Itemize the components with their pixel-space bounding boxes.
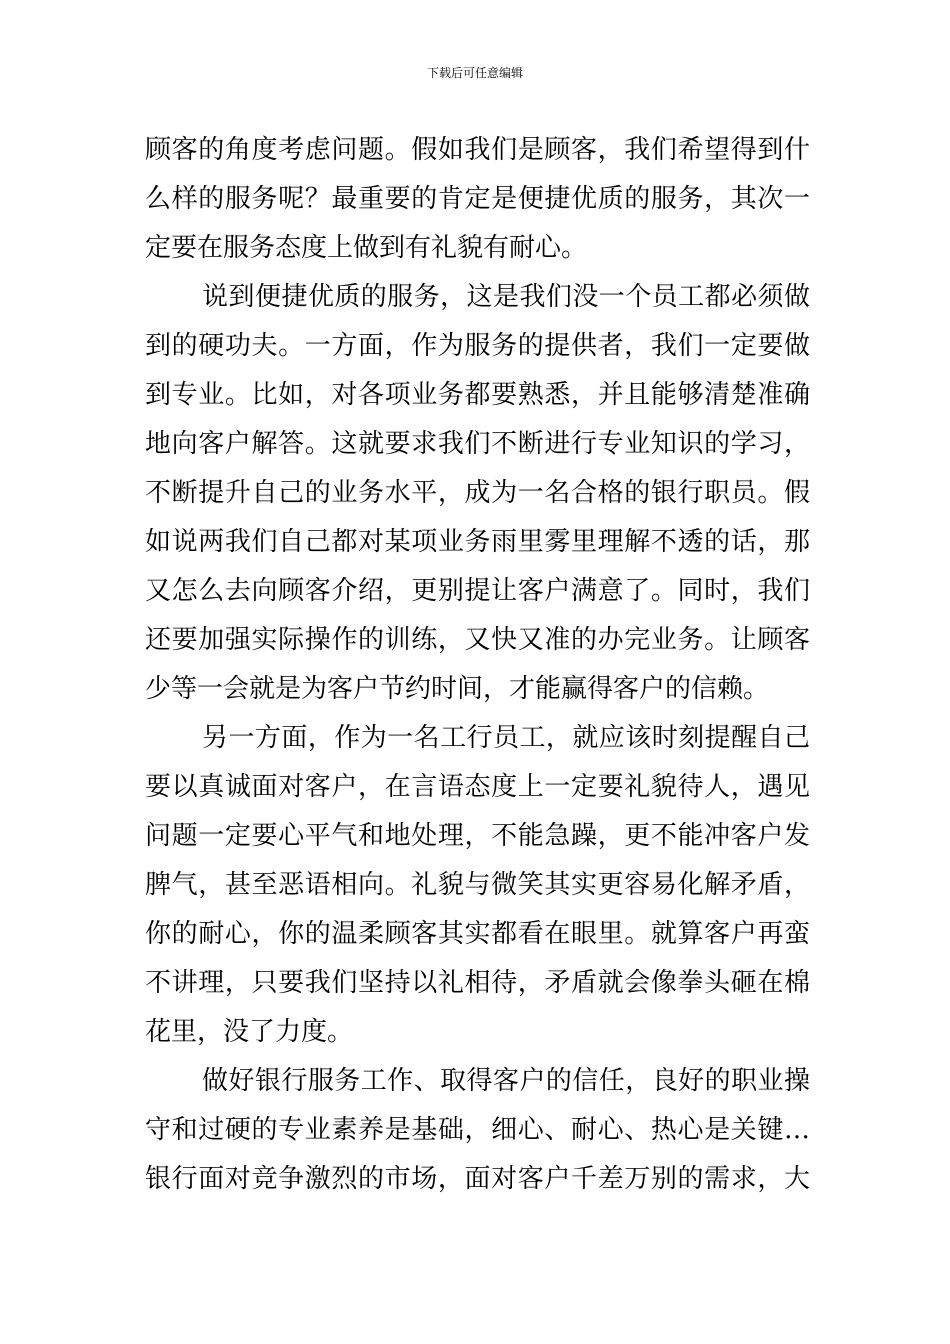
paragraph xyxy=(145,1057,810,1204)
text-line: 到的硬功夫。一方面，作为服务的提供者，我们一定要做 xyxy=(145,331,810,361)
text-line: 还要加强实际操作的训练，又快又准的办完业务。让顾客 xyxy=(145,625,810,655)
text-line: 定要在服务态度上做到有礼貌有耐心。 xyxy=(145,233,588,263)
paragraph xyxy=(145,273,810,714)
text-line: 地向客户解答。这就要求我们不断进行专业知识的学习， xyxy=(145,429,810,459)
text-line: 脾气，甚至恶语相向。礼貌与微笑其实更容易化解矛盾， xyxy=(145,870,810,900)
text-line: 不讲理，只要我们坚持以礼相待，矛盾就会像拳头砸在棉 xyxy=(145,968,810,998)
paragraph xyxy=(145,126,810,273)
text-line: 问题一定要心平气和地处理，不能急躁，更不能冲客户发 xyxy=(145,821,810,851)
text-line: 少等一会就是为客户节约时间，才能赢得客户的信赖。 xyxy=(145,674,770,704)
text-line: 又怎么去向顾客介绍，更别提让客户满意了。同时，我们 xyxy=(145,576,810,606)
text-line: 说到便捷优质的服务，这是我们没一个员工都必须做 xyxy=(202,282,810,312)
text-line: 另一方面，作为一名工行员工，就应该时刻提醒自己 xyxy=(202,723,810,753)
text-line: 做好银行服务工作、取得客户的信任，良好的职业操 xyxy=(202,1066,810,1096)
text-line: 不断提升自己的业务水平，成为一名合格的银行职员。假 xyxy=(145,478,810,508)
page-header: 下载后可任意编辑 xyxy=(426,66,523,80)
text-line: 么样的服务呢？最重要的肯定是便捷优质的服务，其次一 xyxy=(145,184,810,214)
text-line: 守和过硬的专业素养是基础，细心、耐心、热心是关键… xyxy=(145,1115,810,1145)
text-line: 顾客的角度考虑问题。假如我们是顾客，我们希望得到什 xyxy=(145,135,810,165)
text-line: 到专业。比如，对各项业务都要熟悉，并且能够清楚准确 xyxy=(145,380,810,410)
document-body xyxy=(145,126,810,1204)
text-line: 要以真诚面对客户，在言语态度上一定要礼貌待人，遇见 xyxy=(145,772,810,802)
text-line: 花里，没了力度。 xyxy=(145,1017,354,1047)
text-line: 如说两我们自己都对某项业务雨里雾里理解不透的话，那 xyxy=(145,527,810,557)
text-line: 银行面对竞争激烈的市场，面对客户千差万别的需求，大 xyxy=(145,1164,810,1194)
paragraph xyxy=(145,714,810,1057)
text-line: 你的耐心，你的温柔顾客其实都看在眼里。就算客户再蛮 xyxy=(145,919,810,949)
